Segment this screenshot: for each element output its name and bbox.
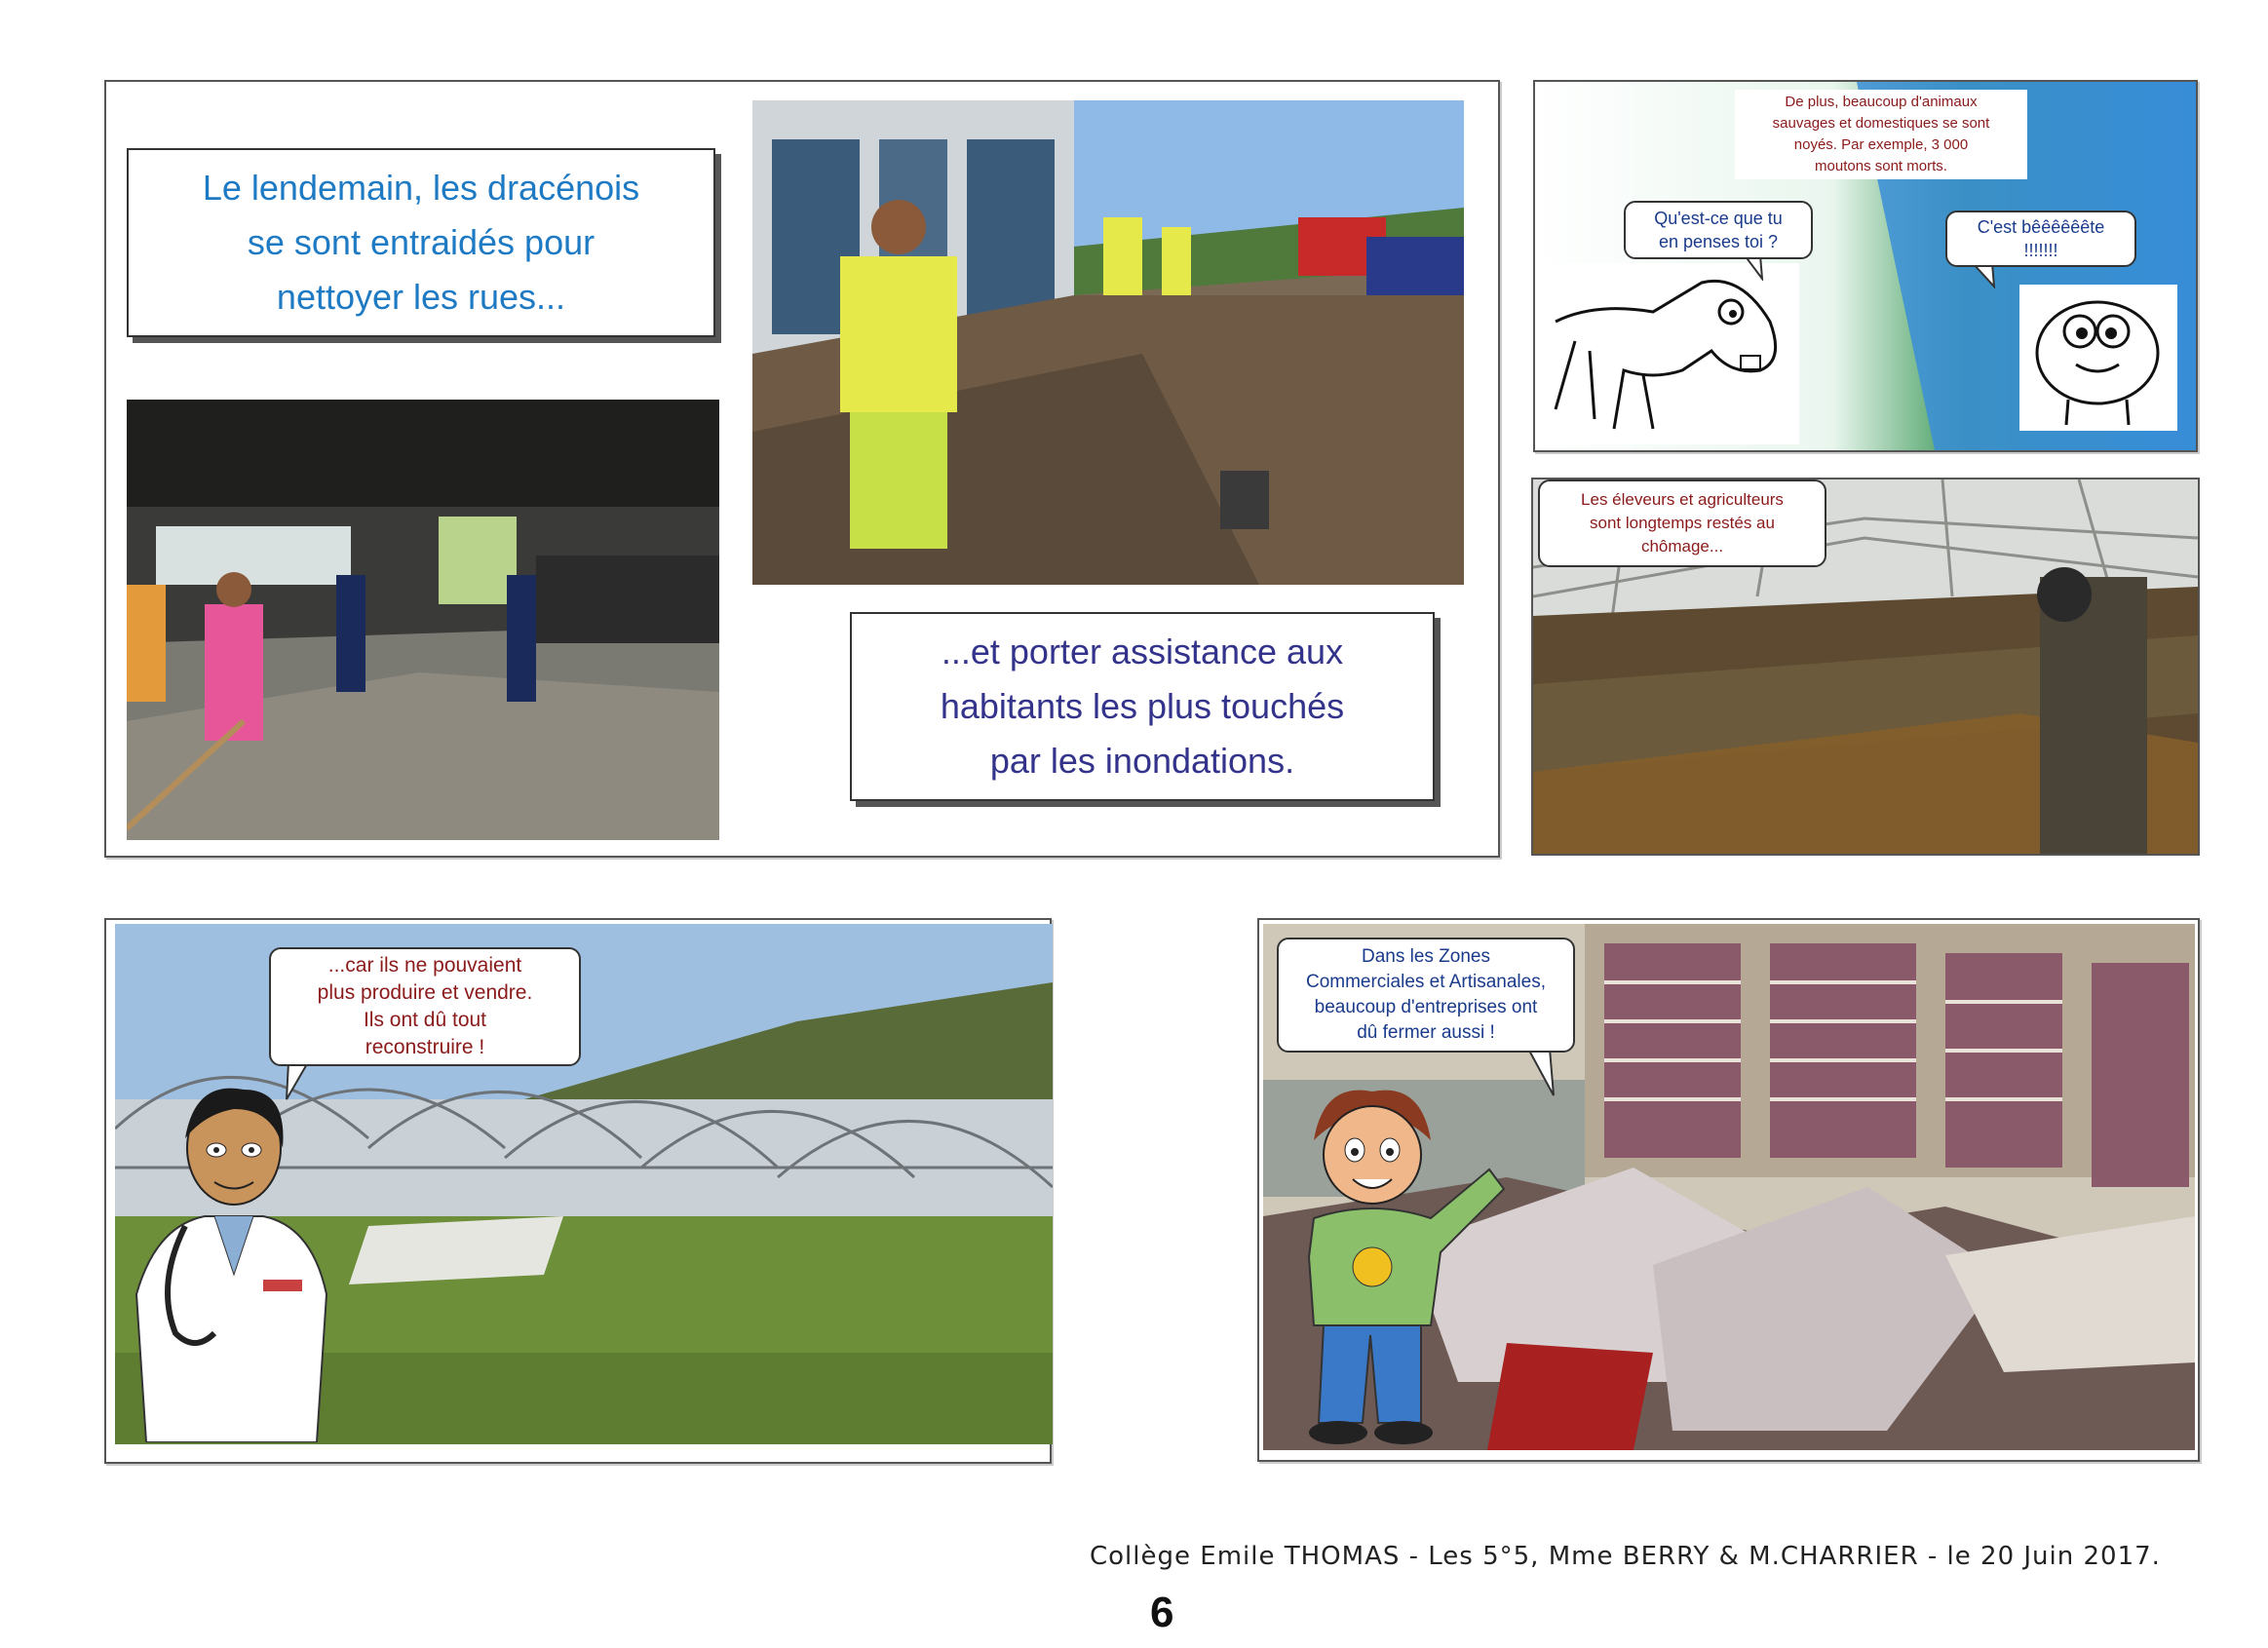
photo-street-cleanup — [752, 100, 1464, 585]
horse-cartoon — [1536, 263, 1799, 444]
farm-speech-bubble: ...car ils ne pouvaient plus produire et vendre. Ils ont dû tout reconstruire ! — [269, 947, 581, 1066]
farm-bubble-tail — [285, 1062, 310, 1101]
store-speech-bubble: Dans les Zones Commerciales et Artisanales, beaucoup d'entreprises ont dû fermer aussi ! — [1277, 938, 1575, 1053]
sheep-cartoon — [2019, 285, 2177, 431]
horse-speech-bubble: Qu'est-ce que tu en penses toi ? — [1624, 201, 1813, 259]
boy-cartoon — [1285, 1082, 1509, 1450]
footer-credit: Collège Emile THOMAS - Les 5°5, Mme BERRY & M.CHARRIER - le 20 Juin 2017. — [1090, 1542, 2161, 1571]
farmers-speech-bubble: Les éleveurs et agriculteurs sont longtemps restés au chômage... — [1538, 479, 1826, 567]
photo-indoor-cleanup — [127, 400, 719, 840]
sheep-speech-bubble: C'est bêêêêêête !!!!!!! — [1945, 211, 2136, 267]
narration-drowned-animals: De plus, beaucoup d'animaux sauvages et domestiques se sont noyés. Par exemple, 3 000 moutons sont morts. — [1735, 90, 2027, 179]
caption-assistance: ...et porter assistance aux habitants les plus touchés par les inondations. — [850, 612, 1435, 801]
page-number: 6 — [1150, 1589, 1174, 1636]
caption-next-day: Le lendemain, les dracénois se sont entraidés pour nettoyer les rues... — [127, 148, 715, 337]
store-bubble-tail — [1528, 1049, 1556, 1097]
doctor-cartoon — [117, 1080, 341, 1442]
